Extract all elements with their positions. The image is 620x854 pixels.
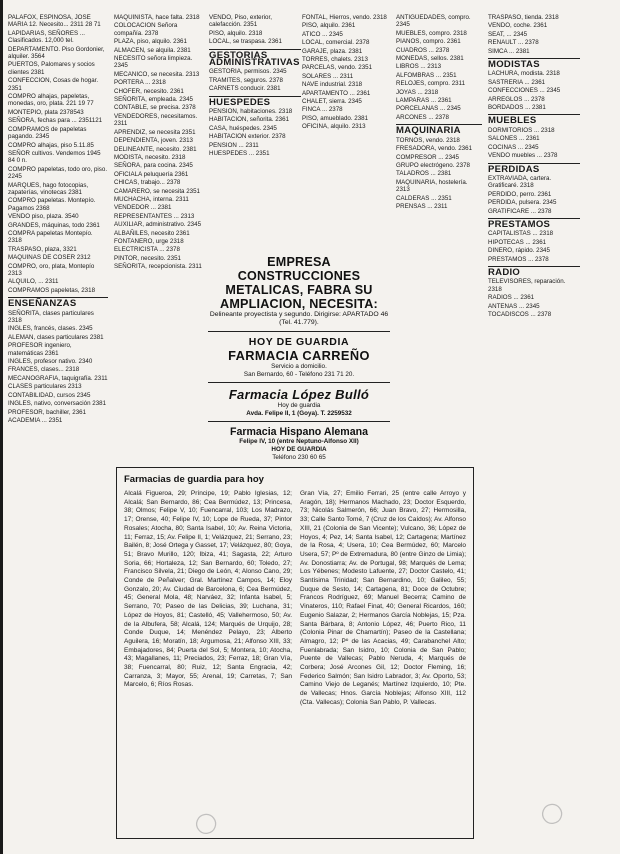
classified-column-3	[209, 14, 301, 254]
column-6-prestamos	[488, 230, 580, 263]
section-header-modistas: MODISTAS	[488, 58, 580, 68]
column-5-bottom	[396, 137, 482, 211]
column-6-modistas	[488, 70, 580, 111]
watermark-stamp: ◯	[536, 797, 568, 829]
classified-ad: DEPARTAMENTO. Piso Gordonier, alquiler. 3564	[8, 45, 105, 61]
classified-ad: COMPRESOR ... 2345	[396, 153, 459, 161]
classified-ad: PRENSAS ... 2311	[396, 202, 448, 210]
classified-ad: DELINEANTE, necesito. 2381	[114, 145, 197, 153]
column-1-bottom	[8, 310, 108, 425]
column-6-perdidas	[488, 175, 580, 215]
classified-ad: CONFECCION, Cosas de hogar. 2351	[8, 77, 99, 92]
classified-ad: GRANDES, máquinas, todo 2361	[8, 221, 100, 229]
classified-ad: PALAFOX, ESPINOSA, JOSE MARIA 12. Necesito... 2311 28 71	[8, 14, 101, 29]
ad-divider	[208, 421, 390, 422]
classified-ad: VENDEDORES, necesitamos. 2311	[114, 112, 198, 128]
classified-ad: ARREGLOS ... 2378	[488, 95, 545, 103]
classified-ad: GESTORIA, permisos. 2345	[209, 68, 287, 76]
classified-ad: CAMARERO, se necesita 2351	[114, 187, 200, 195]
classified-ad: COMPRA papeletas Montepío. 2318	[8, 229, 93, 245]
classified-ad: PISO, alquilo. 2318	[209, 29, 263, 37]
company-ad-line-2: METALICAS, FABRA SU	[225, 283, 373, 297]
classified-ad: NECESITO señora limpieza. 2345	[114, 55, 193, 70]
classified-ad: TRAMITES, seguros. 2378	[209, 76, 283, 84]
classified-column-5	[396, 14, 482, 469]
classified-ad: COMPRO alhajas, piso 5.11.85	[8, 141, 94, 149]
display-ads	[208, 255, 390, 461]
classified-ad: PENSION ... 2311	[209, 141, 259, 149]
classified-ad: ELECTRICISTA ... 2378	[114, 246, 180, 254]
page-edge	[0, 0, 3, 854]
classified-ad: PINTOR, necesito. 2351	[114, 254, 181, 262]
classified-ad: FRANCES, clases... 2318	[8, 366, 80, 374]
section-header-ensenanzas: ENSEÑANZAS	[8, 297, 108, 307]
classified-ad: LOCAL, comercial. 2378	[302, 39, 370, 47]
hispano-address: Felipe IV, 10 (entre Neptuno-Alfonso XII)	[239, 438, 359, 446]
classified-ad: TRASPASO, tienda. 2318	[488, 14, 559, 21]
classified-ad: ACADEMIA ... 2351	[8, 416, 63, 424]
classified-ad: CALDERAS ... 2351	[396, 194, 452, 202]
classified-ad: ANTIGÜEDADES, compro. 2345	[396, 14, 471, 29]
classified-ad: MUCHACHA, interna. 2311	[114, 195, 189, 203]
classified-ad: ATICO ... 2345	[302, 30, 343, 38]
classified-column-2	[114, 14, 206, 469]
classified-ad: SEÑORITA, clases particulares 2318	[8, 309, 94, 325]
column-1-top	[8, 14, 108, 294]
guardia-service: Servicio a domicilio.	[271, 363, 327, 370]
classified-ad: AUXILIAR, administrativo. 2345	[114, 221, 202, 229]
classified-ad: DORMITORIOS ... 2318	[488, 126, 555, 134]
classified-ad: PERDIDA, pulsera. 2345	[488, 199, 557, 207]
classified-ad: REPRESENTANTES ... 2313	[114, 212, 195, 220]
company-ad-line-3: AMPLIACION, NECESITA:	[220, 297, 378, 311]
column-3-mid	[209, 68, 301, 92]
classified-ad: PRESTAMOS ... 2378	[488, 255, 549, 263]
guardia-pharmacy-name: FARMACIA CARREÑO	[228, 348, 370, 363]
classified-ad: DEPENDIENTA, joven. 2313	[114, 137, 193, 145]
classified-ad: INGLES, nativo, conversación 2381	[8, 400, 107, 408]
classified-ad: SEAT, ... 2345	[488, 30, 528, 38]
ad-divider	[208, 331, 390, 332]
classified-ad: COMPRO alhajas, papeletas, monedas, oro, plata. 221 19 77	[8, 93, 94, 108]
classified-column-1	[8, 14, 108, 844]
classified-ad: FINCA ... 2378	[302, 106, 343, 114]
company-ad-desc: Delineante proyectista y segundo. Dirigirse: APARTADO 46 (Tel. 41.779).	[209, 311, 389, 326]
classified-ad: BORDADOS ... 2381	[488, 104, 546, 112]
classified-ad: PISO, alquilo. 2361	[302, 22, 356, 30]
column-2-top	[114, 14, 206, 271]
classified-ad: SALONES ... 2361	[488, 135, 540, 143]
hispano-note: HOY DE GUARDIA	[271, 445, 327, 453]
classified-ad: SEÑOR cultivos. Vendemos 1945 84 0 n.	[8, 149, 101, 165]
classified-ad: CHALET, sierra. 2345	[302, 98, 362, 106]
classified-ad: TALADROS ... 2381	[396, 170, 452, 178]
classified-ad: ALQUILO, ... 2311	[8, 278, 59, 286]
hispano-phone: Teléfono 230 60 65	[272, 453, 326, 461]
classified-ad: CHICAS, trabajo... 2378	[114, 179, 181, 187]
classified-ad: CLASES particulares 2313	[8, 383, 82, 391]
section-header-maquinaria: MAQUINARIA	[396, 124, 482, 134]
classified-ad: MUEBLES, compro. 2318	[396, 29, 467, 37]
classified-ad: EXTRAVIADA, cartera. Gratificaré. 2318	[488, 174, 552, 190]
classified-ad: TELEVISORES, reparación. 2318	[488, 278, 566, 293]
section-header-radio: RADIO	[488, 266, 580, 276]
lopez-address: Avda. Felipe II, 1 (Goya). T. 2259532	[246, 409, 352, 417]
classified-ad: APARTAMENTO ... 2361	[302, 89, 371, 97]
classified-ad: INGLES, profesor nativo. 2340	[8, 358, 93, 366]
classified-ad: PROFESOR ingeniero, matemáticas 2361	[8, 342, 72, 357]
classified-ad: GARAJE, plaza. 2381	[302, 47, 363, 55]
classified-ad: CONTABLE, se precisa. 2378	[114, 104, 196, 112]
classified-ad: HUESPEDES ... 2351	[209, 150, 270, 158]
classified-ad: OFICIALA peluquería 2361	[114, 170, 189, 178]
pharmacies-box-title: Farmacias de guardia para hoy	[124, 474, 264, 485]
classified-ad: CONTABILIDAD, cursos 2345	[8, 391, 91, 399]
lopez-pharmacy-name: Farmacia López Bulló	[228, 387, 370, 403]
hispano-pharmacy-name: Farmacia Hispano Alemana	[230, 426, 368, 439]
section-header-huespedes: HUESPEDES	[209, 96, 301, 106]
pharmacies-list-right: Gran Vía, 27; Emilio Ferrari, 25 (entre calle Arroyo y Aragón, 18); Hermanos Machado, 23; Doctor Esquerdo, 73; Nicolás Salmerón, 66; Juan Bravo, 27; Hermosilla, 33; Calle Santo Tomé, 7 (Cruz de los Caídos); Av. Alfonso XIII, 21 (Colonia de San Vicente); Vulcano, 36; López de Hoyos, 4; Pez, 14; Santa Isabel, 12; Cartagena; Martínez de la Rosa, 4; Usera, 10; Cea Bermúdez, 60; Marcelo Usera, 57; Pº de Extremadura, 80 (entre Ginzo de Limia); Av. Donostiarra; Av. de Portugal, 98; Marqués de Lema; Los Yébenes; Modesto Lafuente, 27; Doctor Castelo, 41; Santísima Trinidad; San Bernardino, 10; Galileo, 55; Duque de Sesto, 14; Cartagena, 81; Doce de Octubre; Francos Rodríguez, 69; Manuel Becerra; Camino de Vinateros, 110; Rafael Finat, 40; General Ricardos, 160; Eugenio Salazar, 2; Hermanos García Noblejas, 15; Pza. Santa Bárbara, 8; Antonio López, 46; Puerto Rico, 11 (Colonia Pinar de Chamartín); Paseo de la Castellana; Almagro, 12; Pº de las Acacias, 49; Carabanchel Alto; Fuenlabrada; San Isidro, 10; Colonia de San Pablo; Puente de Vallecas; Pablo Neruda, 4; Marqués de Corbera; José Arcones Gil, 12; Doctor Fleming, 16; Federico Salmón; San Isidro Labrador, 3; Av. Oporto, 53; Camino Viejo de Leganés; Martínez Izquierdo, 10; Pte. de Vallecas; Hnos. García Noblejas; Alfonso XIII, 112 (Cta. Vallecas); Colonia San Pablo, P. Vallecas.	[300, 490, 466, 706]
company-ad-line-1: EMPRESA CONSTRUCCIONES	[237, 255, 361, 283]
column-6-radio	[488, 278, 580, 318]
watermark-stamp: ◯	[190, 807, 222, 839]
classified-ad: TORNOS, vendo. 2318	[396, 136, 460, 144]
classified-ad: CHOFER, necesito. 2361	[114, 87, 184, 95]
guardia-address: San Bernardo, 60 - Teléfono 231 71 20.	[243, 370, 355, 378]
classified-ad: ALMACEN, se alquila. 2381	[114, 46, 191, 54]
classified-ad: RADIOS ... 2361	[488, 294, 535, 302]
column-3-bottom	[209, 108, 301, 157]
classified-ad: LAMPARAS ... 2361	[396, 97, 452, 105]
classified-ad: FONTAL, Hierros, vendo. 2318	[302, 14, 387, 21]
column-6-top	[488, 14, 580, 55]
classified-ad: DINERO, rápido. 2345	[488, 247, 550, 255]
classified-ad: GRUPO electrógeno. 2378	[396, 161, 470, 169]
classified-ad: COMPRO, oro, plata, Montepío 2313	[8, 262, 95, 277]
classified-column-4	[302, 14, 392, 254]
classified-ad: PLAZA, piso, alquilo. 2361	[114, 38, 187, 46]
column-6-muebles	[488, 127, 580, 160]
column-4-top	[302, 14, 392, 131]
section-header-perdidas: PERDIDAS	[488, 163, 580, 173]
classified-ad: MAQUINISTA, hace falta. 2318	[114, 14, 200, 21]
classified-ad: SASTRERIA ... 2361	[488, 78, 546, 86]
guardia-heading: HOY DE GUARDIA	[248, 336, 350, 348]
classified-ad: MARQUES, hago fotocopias, zapaterías, vinotecas 2381	[8, 181, 89, 196]
classified-ad: SIMCA ... 2381	[488, 47, 530, 55]
classified-ad: HABITACION, señorita. 2361	[209, 116, 290, 124]
classified-ad: COMPRO papeletas. Montepío. Pagamos 2368	[8, 197, 96, 212]
classified-ad: RENAULT ... 2378	[488, 39, 539, 47]
classified-ad: FONTANERO, urge 2318	[114, 237, 184, 245]
classified-ad: CUADROS ... 2378	[396, 46, 450, 54]
pharmacies-list-left: Alcalá Figueroa, 29; Príncipe, 19; Pablo Iglesias, 12; Alcalá; San Bernardo, 86; Cea Bermúdez, 13; Princesa, 38; Olmos; Felipe V, 10; Fuencarral, 103; Los Madrazo, 17; Orense, 40; Felipe IV, 10; Lope de Rueda, 37; Pintor Rosales; Atocha, 80; Santa Isabel, 10; Av. Reina Victoria, 11; Ferraz, 15; Av. Felipe II, 1; Velázquez, 21; Serrano, 23; Bailén, 8; José Ortega y Gasset, 17; Velázquez, 80; Goya, 51; Bravo Murillo, 120; Ibiza, 41; Sagasta, 22; Arturo Soria, 66; Hortaleza, 12; San Bernardo, 60; Toledo, 27; Francisco Silvela, 21; Diego de León, 4; Alonso Cano, 29; Conde de Peñalver; Gral. Martínez Campos, 14; Eloy Gonzalo, 20; Av. Ciudad de Barcelona, 6; Cea Bermúdez, 45; General Mola, 48; Narváez, 32; Infanta Isabel, 5; Serrano, 70; Paseo de las Delicias, 39; Luchana, 31; López de Hoyos, 81; Castelló, 45; Vallehermoso, 50; Av. de la Albufera, 58; Alcalá, 124; Marqués de Urquijo, 28; Conde Duque, 14; Menéndez Pelayo, 23; Alberto Aguilera, 16; Moratín, 18; Argumosa, 21; Alfonso XIII, 33; Embajadores, 84; Puerta del Sol, 5; Montera, 10; Atocha, 43; Magallanes, 11; Preciados, 23; Ferraz, 18; Gran Vía, 38; Fuencarral, 80; Ruiz, 12; Santa Engracia, 42; Carranza, 3; Mayor, 55; Arenal, 19; Carretas, 7; San Marcelo, 6; Ríos Rosas.	[124, 490, 292, 689]
classified-ad: JOYAS ... 2318	[396, 88, 439, 96]
classified-ad: MONTEPIO, plata 2378543	[8, 108, 84, 116]
classified-ad: COCINAS ... 2345	[488, 143, 539, 151]
classified-ad: HABITACION exterior. 2378	[209, 133, 286, 141]
classified-ad: INGLES, francés, clases. 2345	[8, 325, 93, 333]
classified-ad: RELOJES, compro. 2311	[396, 80, 466, 88]
classified-ad: VENDEDOR ... 2381	[114, 204, 172, 212]
classified-ad: GRATIFICARE ... 2378	[488, 207, 552, 215]
classified-ad: LACHURA, modista. 2318	[488, 70, 560, 78]
classified-ad: LIBROS ... 2313	[396, 63, 442, 71]
classified-ad: FRESADORA, vendo. 2361	[396, 145, 473, 153]
classified-ad: CASA, huéspedes. 2345	[209, 124, 277, 132]
classified-ad: OFICINA, alquilo. 2313	[302, 123, 366, 131]
classified-ad: PORTERA ... 2318	[114, 79, 166, 87]
classified-ad: PIANOS, compro. 2361	[396, 38, 461, 46]
lopez-note: Hoy de guardia	[277, 402, 321, 410]
classified-ad: ALEMAN, clases particulares 2381	[8, 333, 104, 341]
section-header-muebles: MUEBLES	[488, 114, 580, 124]
classified-ad: TRASPASO, plaza, 3321	[8, 245, 77, 253]
classified-ad: MODISTA, necesito. 2318	[114, 153, 186, 161]
classified-ad: TORRES, chalets. 2313	[302, 56, 368, 64]
classified-column-6	[488, 14, 580, 844]
classified-ad: MECANICO, se necesita. 2313	[114, 70, 200, 78]
classified-ad: NAVE industrial. 2318	[302, 81, 363, 89]
classified-ad: PROFESOR, bachiller, 2361	[8, 408, 87, 416]
classified-ad: TOCADISCOS ... 2378	[488, 311, 552, 318]
classified-ad: PARCELAS, vendo. 2351	[302, 64, 373, 72]
classified-ad: COMPRO papeletas, todo oro, piso. 2245	[8, 165, 108, 181]
classified-ad: CONFECCIONES ... 2345	[488, 87, 561, 95]
classified-ad: PISO, amueblado. 2381	[302, 114, 369, 122]
classified-ad: SEÑORA, para cocina. 2345	[114, 162, 193, 170]
classified-ad: VENDO piso, plaza. 3540	[8, 213, 79, 221]
classified-ad: VENDO, Piso, exterior, calefacción. 2351	[209, 14, 272, 29]
classified-ad: HIPOTECAS ... 2361	[488, 238, 547, 246]
column-3-top	[209, 14, 301, 46]
classified-ad: CAPITALISTAS ... 2318	[488, 230, 554, 238]
classified-ad: SEÑORA, fechas para ... 2351121	[8, 117, 103, 125]
classified-ad: SEÑORITA, recepcionista. 2311	[114, 263, 202, 271]
classified-ad: CARNETS conducir. 2381	[209, 85, 281, 93]
ad-divider	[208, 382, 390, 383]
classified-ad: MECANOGRAFIA, taquigrafía. 2311	[8, 374, 108, 382]
classified-ad: PUERTOS, Palomares y socios clientes 2381	[8, 61, 95, 76]
classified-ad: COLOCACION Señora compañía. 2378	[114, 22, 178, 37]
classified-ad: ARCONES ... 2378	[396, 113, 449, 121]
classified-ad: ALBAÑILES, necesito 2361	[114, 229, 190, 237]
classified-ad: COMPRAMOS papeletas, 2318	[8, 286, 96, 294]
classified-ad: PERDIDO, perro. 2361	[488, 190, 552, 198]
classified-ad: APRENDIZ, se necesita 2351	[114, 128, 196, 136]
section-header-gestorias: GESTORIAS ADMINISTRATIVAS	[209, 49, 300, 69]
classified-ad: PENSION, habitaciones. 2318	[209, 108, 293, 116]
classified-ad: MAQUINARIA, hostelería. 2313	[396, 178, 468, 194]
classified-ad: ALFOMBRAS ... 2351	[396, 71, 457, 79]
classified-ad: COMPRAMOS de papeletas pagando. 2345	[8, 125, 87, 141]
column-5-top	[396, 14, 482, 121]
classified-ad: SOLARES ... 2311	[302, 72, 354, 80]
classified-ad: PORCELANAS ... 2345	[396, 105, 461, 113]
classified-ad: LOCAL, se traspasa. 2361	[209, 38, 282, 46]
section-header-prestamos: PRESTAMOS	[488, 218, 580, 228]
classified-ad: MAQUINAS DE COSER 2312	[8, 254, 91, 262]
classified-ad: MONEDAS, sellos. 2381	[396, 55, 464, 63]
classified-ad: VENDO, coche. 2361	[488, 22, 548, 30]
classified-ad: ANTENAS ... 2345	[488, 302, 540, 310]
classified-ad: SEÑORITA, empleada. 2345	[114, 96, 193, 104]
classified-ad: VENDO muebles ... 2378	[488, 152, 558, 160]
classified-ad: LAPIDARIAS, SEÑORES ... Clasificados. 12,000 tel.	[8, 29, 86, 45]
